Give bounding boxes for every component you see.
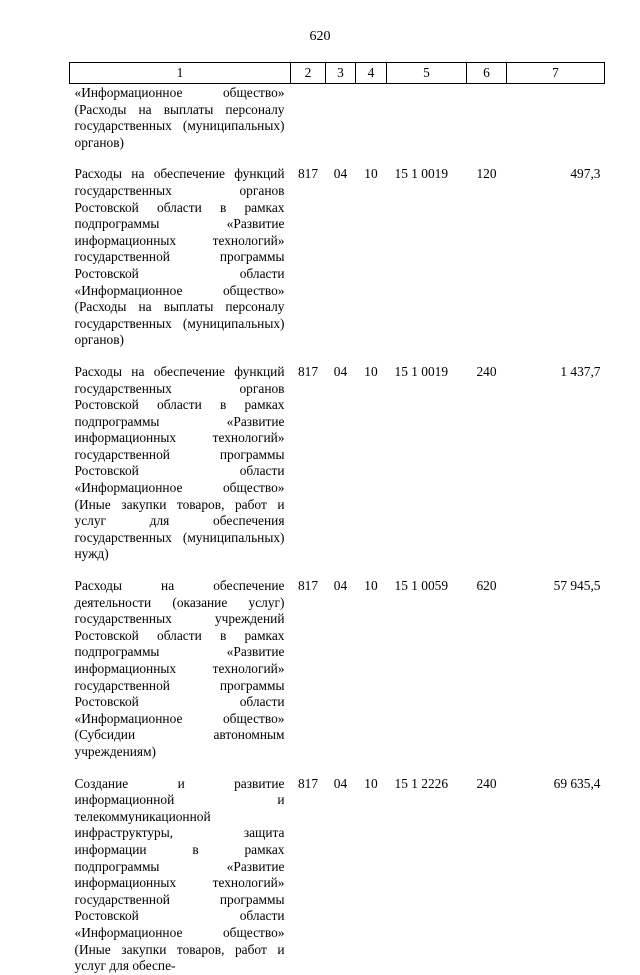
row-description: Расходы на обеспечение деятельности (оказание услуг) государственных учреждений Ростовской области в рамках подпрограммы «Развитие информационных технологий» государственной программы Ростовской области «Информационное общество» (Субсидии автономным учреждениям) bbox=[74, 578, 285, 759]
row-expense-type: 120 bbox=[476, 166, 497, 182]
row-expense-type: 620 bbox=[476, 578, 497, 594]
row-description: Расходы на обеспечение функций государственных органов Ростовской области в рамках подпрограммы «Развитие информационных технологий» государственной программы Ростовской области «Информационное общество» (Расходы на выплаты персоналу государственных (муниципальных) органов) bbox=[74, 166, 285, 348]
row-section: 04 bbox=[333, 166, 348, 182]
row-ministry: 817 bbox=[297, 166, 319, 182]
table-row bbox=[70, 578, 605, 776]
row-target-article bbox=[387, 84, 467, 167]
row-amount: 497,3 bbox=[570, 166, 601, 182]
row-subsection: 10 bbox=[364, 775, 378, 791]
row-target-article: 15 1 2226 bbox=[394, 775, 449, 791]
table-row bbox=[70, 776, 605, 975]
header-col-5: 5 bbox=[387, 63, 467, 84]
row-target-article: 15 1 0059 bbox=[394, 578, 449, 594]
row-amount: 57 945,5 bbox=[553, 578, 601, 594]
header-col-6: 6 bbox=[467, 63, 507, 84]
table-row bbox=[70, 84, 605, 167]
row-ministry: 817 bbox=[297, 363, 319, 379]
row-ministry bbox=[291, 84, 326, 167]
row-amount: 69 635,4 bbox=[553, 775, 601, 791]
row-target-article: 15 1 0019 bbox=[394, 166, 449, 182]
row-ministry: 817 bbox=[297, 775, 319, 791]
header-col-3: 3 bbox=[326, 63, 356, 84]
row-expense-type: 240 bbox=[476, 775, 497, 791]
row-expense-type bbox=[467, 84, 507, 167]
budget-table bbox=[69, 62, 605, 975]
row-section: 04 bbox=[333, 363, 348, 379]
header-col-2: 2 bbox=[291, 63, 326, 84]
row-subsection: 10 bbox=[364, 578, 378, 594]
row-amount bbox=[507, 84, 605, 167]
table-row bbox=[70, 166, 605, 364]
table-row bbox=[70, 364, 605, 578]
header-col-4: 4 bbox=[356, 63, 387, 84]
header-col-7: 7 bbox=[507, 63, 605, 84]
row-amount: 1 437,7 bbox=[560, 363, 601, 379]
row-description: «Информационное общество» (Расходы на выплаты персоналу государственных (муниципальных) органов) bbox=[74, 85, 285, 150]
row-section bbox=[326, 84, 356, 167]
row-section: 04 bbox=[333, 775, 348, 791]
row-section: 04 bbox=[333, 578, 348, 594]
row-description: Создание и развитие информационной и телекоммуникационной инфраструктуры, защита информации в рамках подпрограммы «Развитие информационных технологий» государственной программы Ростовской области «Информационное общество» (Иные закупки товаров, работ и услуг для обеспе- bbox=[74, 775, 285, 974]
page-number: 620 bbox=[309, 29, 331, 44]
row-ministry: 817 bbox=[297, 578, 319, 594]
row-description: Расходы на обеспечение функций государственных органов Ростовской области в рамках подпрограммы «Развитие информационных технологий» государственной программы Ростовской области «Информационное общество» (Иные закупки товаров, работ и услуг для обеспечения государственных (муниципальных) нужд) bbox=[74, 363, 285, 562]
row-subsection: 10 bbox=[364, 363, 378, 379]
row-subsection bbox=[356, 84, 387, 167]
header-col-1: 1 bbox=[70, 63, 291, 84]
row-subsection: 10 bbox=[364, 166, 378, 182]
header-row bbox=[70, 63, 605, 84]
row-expense-type: 240 bbox=[476, 363, 497, 379]
row-target-article: 15 1 0019 bbox=[394, 363, 449, 379]
